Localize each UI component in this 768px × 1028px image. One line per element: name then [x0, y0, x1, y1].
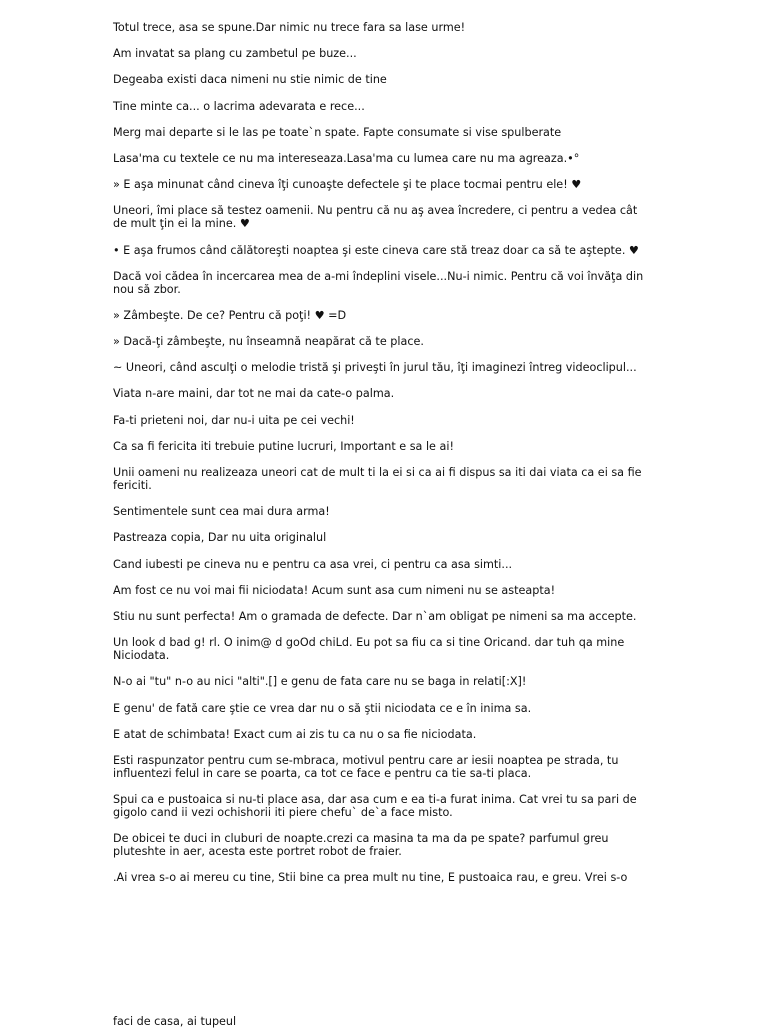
paragraph-3: Degeaba existi daca nimeni nu stie nimic de tine — [113, 73, 387, 87]
continued-line: faci de casa, ai tupeul — [113, 1015, 237, 1028]
paragraph-20: Cand iubesti pe cineva nu e pentru ca asa vrei, ci pentru ca asa simti... — [113, 557, 513, 571]
paragraph-15: Fa-ti prieteni noi, dar nu-i uita pe cei vechi! — [113, 413, 355, 427]
paragraph-25: E genu' de fată care ştie ce vrea dar nu o să ştii niciodata ce e în inima sa. — [113, 701, 532, 715]
paragraph-19: Pastreaza copia, Dar nu uita originalul — [113, 531, 327, 545]
document-body — [113, 21, 653, 898]
paragraph-13: ~ Uneori, când asculţi o melodie tristă şi priveşti în jurul tău, îţi imaginezi întreg videoclipul... — [113, 361, 637, 375]
paragraph-17: Unii oameni nu realizeaza uneori cat de mult ti la ei si ca ai fi dispus sa iti dai viata ca ei sa fie fericiti. — [113, 466, 642, 492]
paragraph-22: Stiu nu sunt perfecta! Am o gramada de defecte. Dar n`am obligat pe nimeni sa ma accepte. — [113, 609, 637, 623]
paragraph-16: Ca sa fi fericita iti trebuie putine lucruri, Important e sa le ai! — [113, 439, 454, 453]
paragraph-10: Dacă voi cădea în incercarea mea de a-mi îndeplini visele...Nu-i nimic. Pentru că voi învăţa din nou să zbor. — [113, 269, 644, 296]
paragraph-21: Am fost ce nu voi mai fii niciodata! Acum sunt asa cum nimeni nu se asteapta! — [113, 583, 556, 597]
paragraph-2: Am invatat sa plang cu zambetul pe buze... — [113, 47, 357, 61]
paragraph-26: E atat de schimbata! Exact cum ai zis tu ca nu o sa fie niciodata. — [113, 727, 477, 741]
paragraph-28: Spui ca e pustoaica si nu-ti place asa, dar asa cum e ea ti-a furat inima. Cat vrei tu sa pari de gigolo cand ii vezi ochishorii iti piere chefu` de`a face misto. — [113, 793, 637, 820]
paragraph-6: Lasa'ma cu textele ce nu ma intereseaza.Lasa'ma cu lumea care nu ma agreaza.•° — [113, 151, 580, 165]
paragraph-4: Tine minte ca... o lacrima adevarata e rece... — [113, 99, 365, 113]
paragraph-11: » Zâmbeşte. De ce? Pentru că poţi! ♥ =D — [113, 308, 347, 322]
paragraph-27: Esti raspunzator pentru cum se-mbraca, motivul pentru care ar iesii noaptea pe strada, tu influentezi felul in care se poarta, ca tot ce face e pentru ca tie sa-ti placa. — [113, 753, 619, 780]
paragraph-8: Uneori, îmi place să testez oamenii. Nu pentru că nu aş avea încredere, ci pentru a vedea cât de mult ţin ei la mine. ♥ — [113, 204, 638, 231]
paragraph-23: Un look d bad g! rl. O inim@ d goOd chiLd. Eu pot sa fiu ca si tine Oricand. dar tuh qa mine Niciodata. — [113, 636, 625, 663]
paragraph-30: .Ai vrea s-o ai mereu cu tine, Stii bine ca prea mult nu tine, E pustoaica rau, e greu. Vrei s-o — [113, 871, 628, 885]
paragraph-14: Viata n-are maini, dar tot ne mai da cate-o palma. — [113, 387, 395, 401]
paragraph-5: Merg mai departe si le las pe toate`n spate. Fapte consumate si vise spulberate — [113, 125, 562, 139]
paragraph-12: » Dacă-ţi zâmbeşte, nu înseamnă neapărat că te place. — [113, 335, 424, 349]
paragraph-1: Totul trece, asa se spune.Dar nimic nu trece fara sa lase urme! — [113, 21, 466, 34]
paragraph-29: De obicei te duci in cluburi de noapte.crezi ca masina ta ma da pe spate? parfumul greu pluteshte in aer, acesta este portret robot de fraier. — [113, 832, 609, 859]
paragraph-18: Sentimentele sunt cea mai dura arma! — [113, 505, 330, 519]
paragraph-9: • E aşa frumos când călătoreşti noaptea şi este cineva care stă treaz doar ca să te aştepte. ♥ — [113, 243, 639, 257]
paragraph-7: » E aşa minunat când cineva îţi cunoaşte defectele şi te place tocmai pentru ele! ♥ — [113, 178, 582, 192]
paragraph-24: N-o ai "tu" n-o au nici "alti".[] e genu de fata care nu se baga in relati[:X]! — [113, 675, 527, 689]
